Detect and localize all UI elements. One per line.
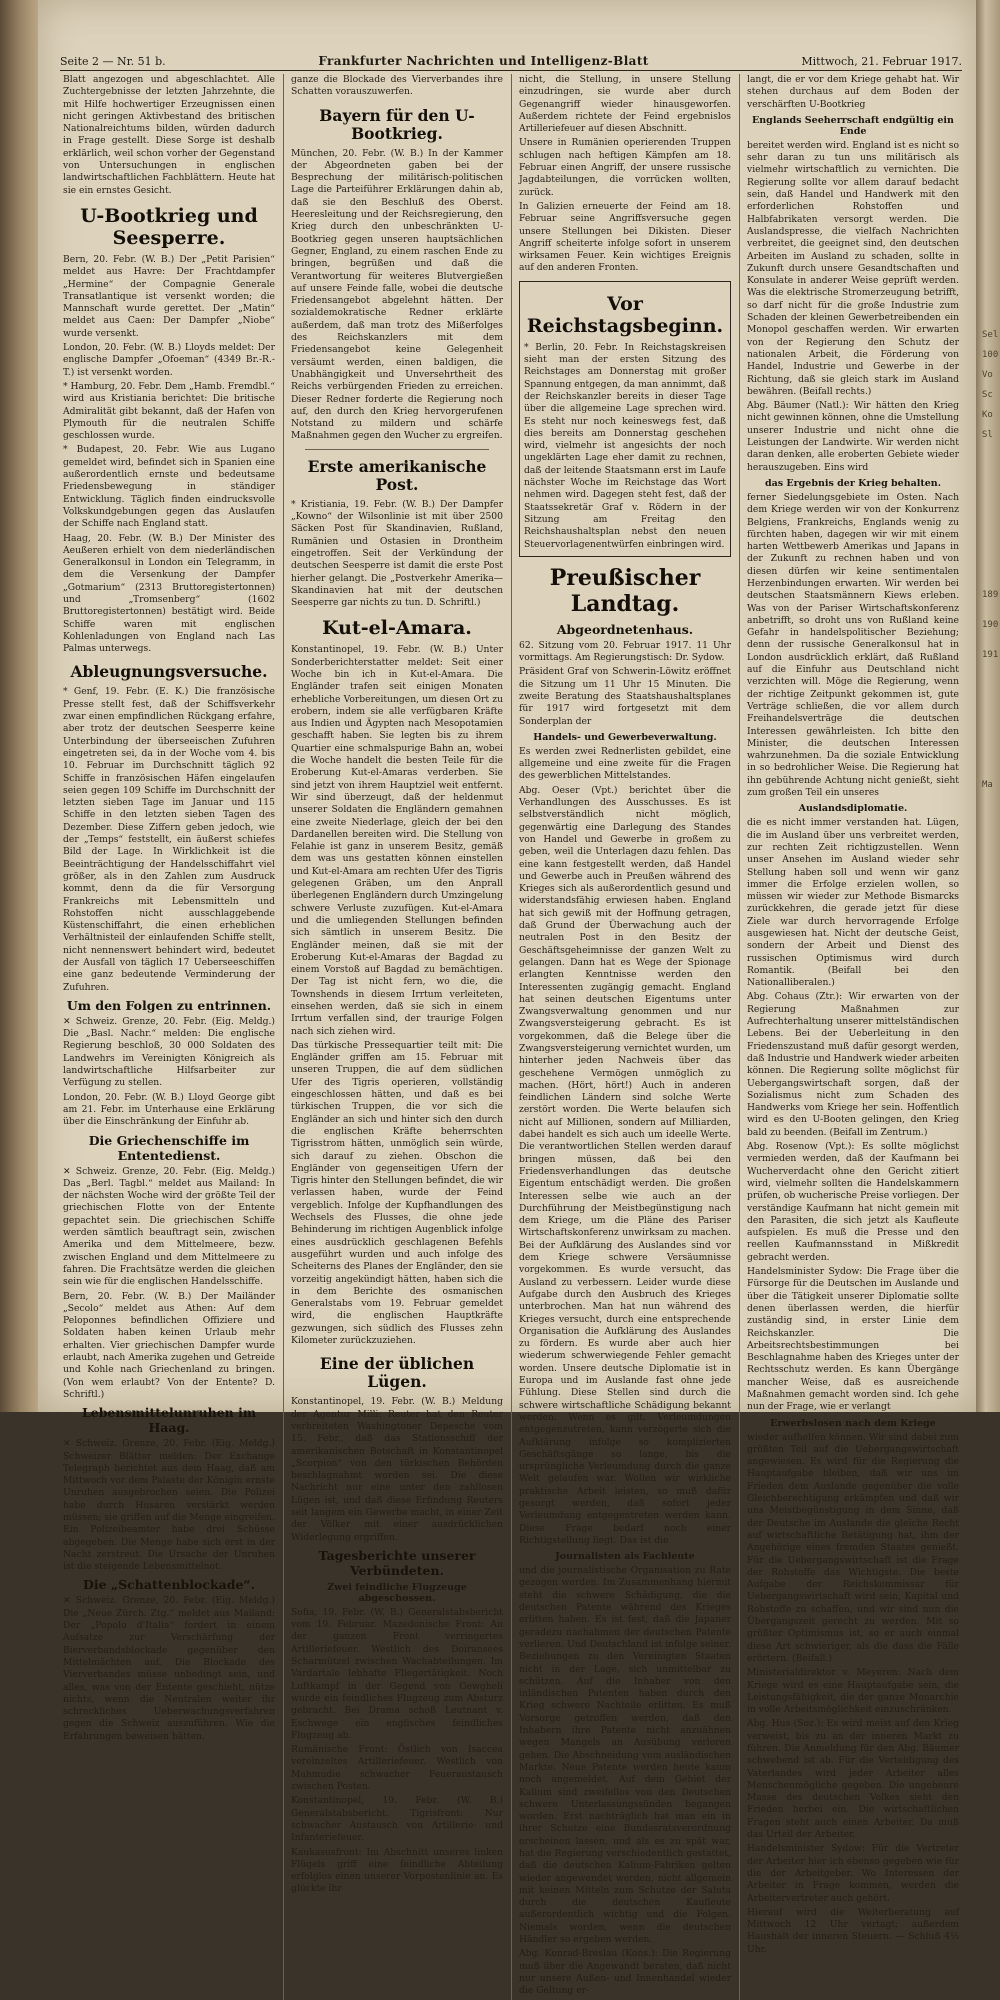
headline: Ableugnungsversuche. <box>70 662 268 682</box>
headline: Bayern für den U-Bootkrieg. <box>319 105 475 143</box>
article-columns <box>60 74 962 1997</box>
headline: Die Griechenschiffe im Ententedienst. <box>88 1132 250 1163</box>
paragraph: London, 20. Febr. (W. B.) Lloyds meldet: Der englische Dampfer „Ofoeman“ (4349 Br.-R.-T.) ist versenkt worden. <box>63 342 275 378</box>
paragraph: Hierauf wird die Weiterberatung auf Mittwoch 12 Uhr vertagt; außerdem Haushalt der inneren Steuern. — Schluß 4½ Uhr. <box>747 1906 959 1955</box>
subheadline: das Ergebnis der Krieg behalten. <box>764 477 942 489</box>
subheadline: Erwerbslosen nach dem Kriege <box>770 1417 936 1429</box>
paragraph: München, 20. Febr. (W. B.) In der Kammer der Abgeordneten gaben bei der Besprechung der militärisch-politischen Lage die Parteiführer Erklärungen dahin ab, daß sie den Beschluß des Oberst. Heeresleitung und der Reichsregierung, den Krieg durch den unbeschränkten U-Bootkrieg gegen unseren hauptsächlichen Gegner, England, zu einem raschen Ende zu bringen, begrüßen und daß die Verantwortung für weiteres Blutvergießen auf unsere Feinde falle, wobei die deutsche Friedensangebot abgelehnt hätten. Der sozialdemokratische Redner erklärte außerdem, daß man trotz des Mißerfolges des Reichskanzlers mit dem Friedensangebot keine Gelegenheit versäumt werden, einen baldigen, die Unabhängigkeit und Unversehrtheit des Reichs verbürgenden Frieden zu erreichen. Dieser Redner forderte die Regierung noch auf, den durch den Krieg hervorgerufenen Notstand zu mildern und schärfe Maßnahmen gegen den Wucher zu ergreifen. <box>291 147 503 442</box>
paragraph: nicht, die Stellung, in unsere Stellung einzudringen, sie wurde aber durch Gegenangriff wieder hinausgeworfen. Außerdem richtete der Feind ergebnislos Artilleriefeuer auf diesen Abschnitt. <box>519 74 731 135</box>
subheadline: Abgeordnetenhaus. <box>556 621 694 637</box>
paragraph: Konstantinopel, 19. Febr. (W. B.) Meldung der Agentur Milli: Reuter hat den Reuter verbreiteten Washingtoner Depesche vom 15. Febr., daß das Stationsschiff der amerikanischen Botschaft in Konstantinopel „Scorpion“ von den türkischen Behörden beschlagnahmt worden sei. Die diese Nachricht nur eine unter den zahllosen Lügen ist, und daß diese Erfindung Reuters seit langem ein Gewerbe macht, in einer Zeit der Völker mit einer ausdrücklichen Widerlegung ergriffen. <box>291 1396 503 1543</box>
issue-date: Mittwoch, 21. Februar 1917. <box>801 54 962 68</box>
edge-text: 100 <box>982 350 999 360</box>
paragraph: Sofia, 19. Febr. (W. B.) Generalstabsbericht vom 19. Februar. Mazedonische Front: An der ganzen Front verringertes Artilleriefeuer. Westlich des Doiransees Scharmützel zwischen Wachabteilungen. Im Vardartale lebhafte Fliegertätigkeit. Noch Luftkampf in der Gegend von Gewghelí wurde ein feindliches Flugzeug zum Absturz gebracht. Bei Drama schoß Leutnant v. Eschwege ein englisches feindliches Flugzeug ab. <box>291 1606 503 1741</box>
paragraph: Haag, 20. Febr. (W. B.) Der Minister des Aeußeren erhielt von dem niederländischen Generalkonsul in London ein Telegramm, in dem die Versenkung der Dampfer „Gotmarium“ (2313 Bruttoregistertonnen) und „Tromsenberg“ (1602 Bruttoregistertonnen) bestätigt wird. Beide Schiffe waren mit englischen Kohlenladungen von England nach Las Palmas unterwegs. <box>63 532 275 655</box>
headline: Vor Reichstagsbeginn. <box>526 292 724 337</box>
edge-text: Vo <box>982 370 993 380</box>
column-1 <box>60 74 278 2000</box>
paragraph: Abg. Rosenow (Vpt.): Es sollte möglichst vermieden werden, daß der Kaufmann bei Wucherverdacht ohne den Gericht zitiert wird, vielmehr sollten die Handelskammern prüfen, ob wucherische Preise vorliegen. Der verständige Kaufmann hat nicht gemein mit den Parasiten, die sich jetzt als Kaufleute aufspielen. Es muß die Presse und den reellen Kaufmannsstand in Mißkredit gebracht werden. <box>747 1141 959 1263</box>
headline: Lebensmittelunruhen im Haag. <box>81 1405 257 1436</box>
edge-text: Ma <box>982 780 993 790</box>
headline: Kut-el-Amara. <box>322 617 472 640</box>
paragraph: langt, die er vor dem Kriege gehabt hat. Wir stehen durchaus auf dem Boden der verschärften U-Bootkrieg <box>747 74 959 110</box>
column-2 <box>288 74 506 2000</box>
edge-text: 191 <box>982 650 999 660</box>
newspaper-title: Frankfurter Nachrichten und Intelligenz-Blatt <box>318 54 649 68</box>
edge-text: 190 <box>982 620 999 630</box>
paragraph: Bern, 20. Febr. (W. B.) Der Mailänder „Secolo“ meldet aus Athen: Auf dem Peloponnes befindlichen Offiziere und Soldaten haben keinen Urlaub mehr erhalten. Vier griechischen Dampfer wurde erlaubt, nach Amerika zugehen und Getreide und Kohle nach Griechenland zu bringen. (Von wem erlaubt? Von der Entente? D. Schriftl.) <box>63 1290 275 1400</box>
headline: U-Bootkrieg und Seesperre. <box>80 204 258 249</box>
paragraph: Das türkische Pressequartier teilt mit: Die Engländer griffen am 15. Februar mit unseren Truppen, die auf dem südlichen Ufer des Tigris operieren, vollständig eingeschlossen hätten, und daß es bei türkischen Truppen, die vor sich die Engländer an sich und hinter sich den durch die englischen Kräfte beherrschten Tigrisstrom hätten, unmöglich sein würde, sich darauf zu ziehen. Obschon die Engländer von gegenseitigen Ufern der Tigris hinter den Stellungen befindet, die wir verlassen haben, wurde der Feind vergeblich. Infolge der Kupfhandlungen des Wechsels des Flusses, die ohne jede Behinderung im richtigen Augenblick infolge eines ausdrücklich geschlagenen Befehls ausgeführt wurden und auch infolge des Scheiterns des Planes der Engländer, den sie vorzeitig angekündigt hätten, haben sich die in dem Berichte des osmanischen Generalstabs vom 19. Februar gemeldet wird, die englischen Hauptkräfte gezwungen, sich südlich des Flusses zehn Kilometer zurückzuziehen. <box>291 1039 503 1347</box>
paragraph: bereitet werden wird. England ist es nicht so sehr daran zu tun uns militärisch als vielmehr wirtschaftlich zu vernichten. Die Regierung sollte vor allem darauf bedacht sein, daß Handel und Handwerk mit den erforderlichen Rohstoffen und Halbfabrikaten versorgt werden. Die Auslandspresse, die vielfach Nachrichten verbreitet, die geeignet sind, den deutschen Arbeiten im Ausland zu schaden, sollte in Zukunft durch unsere Gesandtschaften und Konsulate in anderer Weise geprüft werden. Was die elektrische Stromerzeugung betrifft, so darf nicht für die große Industrie zum Schaden der kleinen Gewerbetreibenden ein Monopol geschaffen werden. Wir erwarten von der Regierung den Schutz der nationalen Arbeit, die Förderung von Handel, Industrie und Gewerbe in der Richtung, daß sie gleich stark im Ausland bewähren. (Beifall rechts.) <box>747 139 959 397</box>
paragraph: Kaukasusfront: Im Abschnitt unseres linken Flügels griff eine feindliche Abteilung erfolglos einen unserer Vorpostenlinie an. Es glückte ihr <box>291 1846 503 1895</box>
paragraph: Handelsminister Sydow: Für die Vertreter der Arbeiter hier ich ebenso gegeben wie für die der Arbeitgeber. Wo Interessen der Arbeiter in Frage kommen, werden die Arbeitervertreter auch gehört. <box>747 1843 959 1904</box>
masthead <box>60 52 962 71</box>
paragraph: Konstantinopel, 19. Febr. (W. B.) Generalstabsbericht. Tigrisfront: Nur schwacher Austausch von Artillerie- und Infanteriefeuer. <box>291 1795 503 1844</box>
edge-text: Ko <box>982 410 993 420</box>
page-number: Seite 2 — Nr. 51 b. <box>60 54 166 68</box>
headline: Eine der üblichen Lügen. <box>319 1354 475 1392</box>
paragraph: Bern, 20. Febr. (W. B.) Der „Petit Parisien“ meldet aus Havre: Der Frachtdampfer „Hermine“ der Compagnie Generale Transatlantique ist versenkt worden; die Mannschaft wurde gerettet. Der „Matin“ meldet aus Caen: Der Dampfer „Niobe“ wurde versenkt. <box>63 253 275 339</box>
paragraph: ferner Siedelungsgebiete im Osten. Nach dem Kriege werden wir von der Konkurrenz Belgiens, Frankreichs, Englands wenig zu fürchten haben, dagegen wir wir mit einem harten Wettbewerb Amerikas und Japans in der Zukunft zu rechnen haben und von diesen dürfen wir keine sentimentalen Herzenbindungen erwarten. Wir werden bei deutschen Staatsmännern Kiews erleben. Was von der Pariser Wirtschaftskonferenz anbetrifft, so droht uns von Rußland keine Gefahr in handelspolitischer Beziehung; denn der russische Generalkonsul hat in London ausdrücklich erklärt, daß Rußland auf die Einfuhr aus Deutschland nicht verzichten will. Möge die Regierung, wenn der richtige Zeitpunkt gekommen ist, gute Verträge schließen, die vor allem durch Freihandelsverträge die deutschen Interessen gewährleisten. Ich bitte den Minister, die deutschen Interessen wahrzunehmen. Da die soziale Entwicklung in so bedrohlicher Weise. Die Regierung hat ihn gebührende Achtung nicht genießt, sieht zum großen Teil ein unseres <box>747 491 959 799</box>
paragraph: Konstantinopel, 19. Febr. (W. B.) Unter Sonderberichterstatter meldet: Seit einer Woche bin ich in Kut-el-Amara. Die Engländer trafen seit einigen Monaten erhebliche Vorbereitungen, um diesen Ort zu erobern, indem sie alle verfügbaren Kräfte aus Indien und Ägypten nach Mesopotamien geschafft haben. Sie legten bis zu ihrem Quartier eine schmalspurige Bahn an, wobei die Woche handelt die besten Teile für die Eroberung Kut-el-Amaras verderben. Sie sind jetzt von ihrem Hauptziel weit entfernt. Wir sind überzeugt, daß der heldenmut unserer Soldaten die Engländern gemahnen eine zweite Niederlage, gleich der bei den Dardanellen bereiten wird. Die Stellung von Felahie ist ganz in unserem Besitz, gemäß dem was uns gestatten können einstellen und Kut-el-Amara am rechten Ufer des Tigris gelegenen Gräben, um den Anprall überlegenen Engländern durch Umzingelung schwere Verluste zuzufügen. Kut-el-Amara und die umliegenden Stellungen befinden sich sämtlich in unserem Besitz. Die Engländer meinen, daß sie mit der Eroberung Kut-el-Amaras der Bagdad zu einem Vorstoß auf Bagdad zu bemächtigen. Der Tag ist nicht fern, wo die, die Townshends in diesem Irrtum verleiteten, einsehen werden, daß sie sich in einem Irrtum verfallen sind, der traurige Folgen nach sich ziehen wird. <box>291 644 503 1037</box>
subheadline: Zwei feindliche Flugzeuge abgeschossen. <box>327 1581 467 1604</box>
paragraph: Es werden zwei Rednerlisten gebildet, eine allgemeine und eine zweite für die Fragen des gewerblichen Mittelstandes. <box>519 745 731 782</box>
paragraph: Unsere in Rumänien operierenden Truppen schlugen nach heftigen Kämpfen am 18. Februar einen Angriff, der unsere russische Jagdabteilungen, die vorrücken wollten, zurück. <box>519 137 731 198</box>
subheadline: Englands Seeherrschaft endgültig ein Ende <box>752 114 954 137</box>
paragraph: ✕ Schweiz. Grenze, 20. Febr. (Eig. Meldg.) Das „Berl. Tagbl.“ meldet aus Mailand: In der nächsten Woche wird der größte Teil der griechischen Flotte von der Entente gepachtet sein. Die griechischen Schiffe werden sämtlich beauftragt sein, zwischen Amerika und dem Mittelmeere, bezw. zwischen England und dem Mittelmeere zu fahren. Die Frachtsätze werden die gleichen sein wie für die englischen Handelsschiffe. <box>63 1165 275 1288</box>
paragraph: wieder aufhelfen können. Wir sind dabei zum größten Teil auf die Uebergangswirtschaft angewiesen. Es wird für die Regierung die Hauptaufgabe bleiben, daß wir uns im Frieden dem Auslande gegenüber die volle Gleichberechtigung erkämpfen und daß wir uns Meistbegünstigung in dem Sinne, daß der Deutsche im Auslande die gleiche Recht auf wirtschaftliche Betätigung hat, ihm der Angehörige eines fremden Staates genießt. Für die Uebergangswirtschaft ist die Frage der Rohstoffe das Wichtigste. Die beste Aufgabe der Reichskommissar für Uebergangswirtschaft wird sein, Kapital und Rohstoffe zu schaffen, und wir sind nun die Übergangszeit gerecht zu werden. Mit so größter Optimismus ist, so er auch einmal diese Art schwieriger, als die dass die Fälle erörtern. (Beifall.) <box>747 1431 959 1664</box>
paragraph: Abg. Cohaus (Ztr.): Wir erwarten von der Regierung Maßnahmen zur Aufrechterhaltung unserer mittelständischen Lebens. Bei der Ueberleitung in den Friedenszustand muß dafür gesorgt werden, daß Industrie und Handwerk wieder arbeiten können. Die Regierung sollte möglichst für Uebergangswirtschaft sorgen, daß der Sozialismus nicht zum Schaden des Handwerks vom Kriege her sein. Hoffentlich wird es den U-Booten gelingen, den Krieg bald zu beenden. (Beifall im Zentrum.) <box>747 991 960 1138</box>
paragraph: London, 20. Febr. (W. B.) Lloyd George gibt am 21. Febr. im Unterhause eine Erklärung über die Einschränkung der Einfuhr ab. <box>63 1091 275 1128</box>
paragraph: Handelsminister Sydow: Die Frage über die Fürsorge für die Deutschen im Auslande und über die Tätigkeit unserer Diplomatie sollte denen überlassen werden, die hierfür zuständig sind, in erster Linie dem Reichskanzler. Die Arbeitsrechtsbestimmungen bei Beschlagnahme haben des Krieges unter der Rechtsschutz werden. Es kann Übergänge mancher Weise, daß es ausreichende Maßnahmen gemacht worden sind. Ich gehe nun der Frage, wie er verlangt <box>747 1266 959 1413</box>
paragraph: Abg. Oeser (Vpt.) berichtet über die Verhandlungen des Ausschusses. Es ist selbstverständlich nicht möglich, gegenwärtig eine Darlegung des Standes von Handel und Gewerbe in großem zu geben, weil die Unterlagen dazu fehlen. Das eine kann festgestellt werden, daß Handel und Gewerbe auch in Preußen während des Krieges sich als außerordentlich gesund und widerstandsfähig erwiesen haben. England hat sich gewiß mit der Hoffnung getragen, daß Grund der Überwachung auch der neutralen Post in den Besitz der Geschäftsgeheimnisse der ganzen Welt zu gelangen. Dann hat es Wege der Spionage erlangten Kenntnisse werden den Interessenten zugängig gemacht. England hat seinen deutschen Eigentums unter Zwangsverwaltung genommen und nur Zwangsversteigerung gebracht. Es ist vorgekommen, daß die Belege über die Zwangsversteigerung vernichtet wurden, um hinterher jeden Nachweis über das geschehene Vermögen unmöglich zu machen. (Hört, hört!) Auch in anderen feindlichen Ländern sind solche Werte zerstört worden. Die Werte belaufen sich nicht auf Millionen, sondern auf Milliarden, dabei handelt es sich auch um ideelle Werte. Die verantwortlichen Stellen werden darauf bringen müssen, daß bei den Friedensverhandlungen das deutsche Eigentum entschädigt werden. Die großen Interessen selbe wie auch an der Durchführung der Meistbegünstigung nach dem Kriege, um die Pläne des Pariser Wirtschaftskonferenz unwirksam zu machen. Bei der Aufklärung des Auslandes sind vor dem Kriege schwere Versäumnisse vorgekommen. Es wurde versucht, das Ausland zu verbessern. Leider wurde diese Aufgabe durch den Ausbruch des Krieges unterbrochen. Man hat nun während des Krieges versucht, durch eine entsprechende Organisation die Aufklärung des Auslandes zu fördern. Es wurde aber auch hier wiederum schwerwiegende Fehler gemacht worden. Unsere deutsche Diplomatie ist in Europa und im Auslande fast ohne jede Fühlung. Diese Stellen sind durch die schwere wirtschaftliche Schädigung bekannt werden. Wenn es gilt, Verleumdungen entgegenzutreten, kann verzögerte sich die Aufklärung infolge so komplizierten Geschäftsgänge so lange, bis die ursprüngliche Verleumdung durch die ganze Welt gelaufen war. Wollen wir wirkliche praktische Arbeit leisten, so muß dafür gesorgt werden, daß sofort jeder Verleumdung entgegentreten werden kann. Diese Frage bedarf noch einer Richtigstellung liegt. Das ist die <box>519 784 731 1546</box>
headline: Erste amerikanische Post. <box>307 456 487 494</box>
newspaper-page <box>38 0 976 1997</box>
headline: Um den Folgen zu entrinnen. <box>66 997 272 1013</box>
paragraph: ✕ Schweiz. Grenze, 20. Febr. (Eig. Meldg.) Die „Neue Zürch. Ztg.“ meldet aus Mailand: Der „Popolo d'Italia“ fordert in einem Aufsatze zur Verschärfung der Bierverbandsblockade gegenüber den Mittelmächten auf. Die Blockade des Vierverbandes müsse unbedingt sein, und alles, was von der Entente geschieht, nütze nichts, wenn die Neutralen weiter ihr schreckliches Ueberwachungsverfahren gegen die Schweiz auszuführen. Wie die Erfahrungen beweisen hätten. <box>63 1595 275 1742</box>
paragraph: Blatt angezogen und abgeschlachtet. Alle Zuchtergebnisse der letzten Jahrzehnte, die mit Hilfe hochwertiger Erzeugnissen einen nicht geringen Aktivbestand des britischen Nationalreichtums bilden, würden dadurch in Frage gestellt. Diese Sorge ist deshalb erklärlich, weil schon vorher der Gegenstand von Untersuchungen in englischen landwirtschaftlichen Fachblättern. Heute hat sie ein ernstes Gesicht. <box>63 74 275 196</box>
paragraph: * Hamburg, 20. Febr. Dem „Hamb. Fremdbl.“ wird aus Kristiania berichtet: Die britische Admiralität gibt bekannt, daß der Hafen von Plymouth für die neutralen Schiffe geschlossen wurde. <box>63 380 275 442</box>
subheadline: Auslandsdiplomatie. <box>798 803 908 815</box>
paragraph: Präsident Graf von Schwerin-Löwitz eröffnet die Sitzung um 11 Uhr 15 Minuten. Die zweite Beratung des Staatshaushaltsplanes für 1917 wird fortgesetzt mit dem Sonderplan der <box>519 666 731 727</box>
adjacent-page-edge <box>976 0 1000 1412</box>
edge-text: 189 <box>982 590 999 600</box>
paragraph: 62. Sitzung vom 20. Februar 1917. 11 Uhr vormittags. Am Regierungstisch: Dr. Sydow. <box>519 639 731 664</box>
paragraph: * Kristiania, 19. Febr. (W. B.) Der Dampfer „Kowno“ der Wilsonlinie ist mit über 2500 Säcken Post für Skandinavien, Rußland, Rumänien und Ostasien in Drontheim eingetroffen. Seit der Verkündung der deutschen Seesperre ist damit die erste Post hierher gelangt. Die „Postverkehr Amerika—Skandinavien hat mit der deutschen Seesperre gar nichts zu tun. D. Schriftl.) <box>291 498 503 609</box>
paragraph: Abg. Hus (Soz.): Es wird meist auf den Krieg verweist, bis zu an der inneren Markt zu führen. Die Anmeldung für den Abg. Bäumer schwebend ist ab. Für die Verteidigung des Vaterlandes wird jeder Arbeiter alles Menschenmögliche gegeben. Die ungeheure Masse des deutschen Volkes sieht den Frieden herbei ein. Die wirtschaftlichen Fragen steht auch einen Arbeiter. Da muß das Urteil der Arbeiter. <box>747 1718 959 1841</box>
paragraph: und die journalistische Organisation zu Rate gezogen werden. Im Zusammenhang hiermit steht die schwere Schädigung, die die deutschen Patente während des Krieges erlitten haben. Es ist fest, daß die Japaner geradezu nachahmen der deutschen Patente verlieren. Und Deutschland ist infolge seiner. Beziehungen zu den Vereinigten Staaten nicht in der Lage, sich unmittelbar zu schützen. Auf die Inhaber von den inländischen Patenten haben durch den Krieg schwere Nachteile erlitten. Es muß Vorsorge getroffen werden, daß den Inhabern ihre Patente nicht anzuähnen wegen Mangels an Ausübung verloren gehen. Die Abschneidung vom ausländischen Markte. Neue Patente werden heute kaum noch angemeldet. Auf dem Gebiet der Kalium sind zweifellos von den Deutschen schwere Unterlassungssünden begangen worden. Erst nachträglich hat man ein in ihrer Schutze eine Bundesratsverordnung erscheinen lassen, und als es zu spät war, hat die Regierung verschiedentlich gestattet, daß die deutschen Kalium-Fabriken gelten wieder angewendet werden, nicht allgemein mit keinen Mitteln zum Schutze der Saluta durch die deutschen Kaufleute außerordentlich wichtig und die Folgen. Niemals worden, wenn die deutschen Händler so ergeben werden. <box>519 1565 731 1946</box>
paragraph: ganze die Blockade des Vierverbandes ihre Schatten vorauszuwerfen. <box>291 74 503 98</box>
subheadline: Handels- und Gewerbeverwaltung. <box>533 731 717 743</box>
subheadline: Journalisten als Fachleute <box>555 1551 695 1563</box>
paragraph: Ministerialdirektor v. Meyeren: Nach dem Kriege wird es eine Hauptaufgabe sein, die Leistungsfähigkeit, die der ganze Monarchie in volle Arbeitsmöglichkeit einzuschränken. <box>747 1667 959 1716</box>
divider <box>305 449 489 450</box>
headline: Die „Schattenblockade“. <box>83 1577 255 1593</box>
headline: Tagesberichte unserer Verbündeten. <box>318 1547 476 1578</box>
paragraph: In Galizien erneuerte der Feind am 18. Februar seine Angriffsversuche gegen unsere Stellungen bei Dikisten. Dieser Angriff scheiterte infolge sofort in unserem wirksamen Feuer. Kein wichtiges Ereignis auf den anderen Fronten. <box>519 200 731 274</box>
paragraph: ✕ Schweiz. Grenze, 20. Febr. (Eig. Meldg.) Schweizer Blätter melden: Der Exchange Telegraph berichtet aus dem Haag, daß am Mittwoch vor dem Palaste der Königin ernste Unruhen ausgebrochen seien. Die Polizei habe durch Husaren verstärkt werden müssen; sie griffen auf die Menge eingreifen. Ein Polizeibeamter habe drei Schüsse abgegeben. Die Menge habe sich erst in der Nacht zerstreut. Die Ursache der Unruhen ist die steigende Lebensmittelnot. <box>63 1438 275 1573</box>
paragraph: * Genf, 19. Febr. (E. K.) Die französische Presse stellt fest, daß der Schiffsverkehr zwar einen empfindlichen Rückgang erfahre, aber trotz der deutschen Seesperre keine Unterbindung der überseeischen Zufuhren eingetreten sei, da in der Woche vom 4. bis 10. Februar im Durchschnitt täglich 92 Schiffe in französischen Häfen eingelaufen seien gegen 109 Schiffe im Durchschnitt der letzten sieben Tage im Januar und 115 Schiffe in den letzten sieben Tagen des Dezember. Diese Ziffern geben jedoch, wie der „Temps“ feststellt, ein äußerst schiefes Bild der Lage. In Wirklichkeit ist die Beeinträchtigung der Handelsschiffahrt viel größer, als in den Zahlen zum Ausdruck kommt, denn da die für Versorgung Frankreichs mit Lebensmitteln und Rohstoffen nicht ausschlaggebende Küstenschiffahrt, die einen erheblichen Verhältnisteil der einlaufenden Schiffe stellt, nicht nennenswert behindert wird, bedeutet der Ausfall von täglich 17 Ueberseeschiffen eine ganz bedeutende Verminderung der Zufuhren. <box>63 686 275 993</box>
column-3 <box>516 74 734 2000</box>
paragraph: ✕ Schweiz. Grenze, 20. Febr. (Eig. Meldg.) Die „Basl. Nachr.“ melden: Die englische Regierung beschloß, 30 000 Soldaten des Landwehrs im Vereinigten Königreich als landwirtschaftliche Hilfsarbeiter zur Verfügung zu stellen. <box>63 1015 275 1089</box>
paragraph: Abg. Bäumer (Natl.): Wir hätten den Krieg nicht gewinnen können, ohne die Umstellung unserer Industrie und nicht ohne die Leistungen der Landwirte. Wir werden nicht daran denken, alle eroberten Gebiete wieder herauszugeben. Eins wird <box>747 400 959 473</box>
paragraph: * Berlin, 20. Febr. In Reichstagskreisen sieht man der ersten Sitzung des Reichstages am Donnerstag mit großer Spannung entgegen, da man annimmt, daß der Reichskanzler bereits in dieser Tage über die allgemeine Lage sprechen wird. Es steht nur noch keineswegs fest, daß dies bereits am Donnerstag geschehen wird, vielmehr ist angesichts der noch ungeklärten Lage eher damit zu rechnen, daß der leitende Staatsmann erst im Laufe nächster Woche im Reichstage das Wort nehmen wird. Dagegen steht fest, daß der Staatssekretär Graf v. Rödern in der Sitzung am Freitag den Reichshaushaltsplan nebst den neuen Steuervorlagenentwürfen einbringen wird. <box>524 341 726 550</box>
paragraph: * Budapest, 20. Febr. Wie aus Lugano gemeldet wird, befindet sich in Spanien eine außerordentlich ernste und bedeutsame Friedensbewegung in ständiger Entwicklung. Täglich finden eindrucksvolle Volkskundgebungen gegen das Auslaufen der Schiffe nach England statt. <box>63 444 275 530</box>
paragraph: Abg. Konrad-Breslau (Kons.): Die Regierung muß über die Angewandt beraten, daß nicht nur unsere Außen- und Innenhandel wieder die Geltung er- <box>519 1948 731 1997</box>
edge-text: Sc <box>982 390 993 400</box>
column-4 <box>744 74 962 2000</box>
paragraph: die es nicht immer verstanden hat. Lügen, die im Ausland über uns verbreitet werden, zur rechten Zeit richtigzustellen. Wenn unser Ansehen im Ausland wieder sehr Stellung haben soll und wenn wir ganz immer die Erfolge erzielen wollen, so müssen wir wieder zur Methode Bismarcks zurückkehren, die gerade jetzt für diese Ziele war durch hervorragende Erfolge ausgewiesen hat. Nicht der deutsche Geist, sondern der Arbeit und Dienst des russischen Optimismus wird durch Romantik. (Beifall bei den Nationalliberalen.) <box>747 817 959 989</box>
headline: Preußischer Landtag. <box>549 564 701 617</box>
edge-text: Sl <box>982 430 993 440</box>
edge-text: Sel <box>982 330 999 340</box>
paragraph: Rumänische Front: Östlich von Isaccea vereinzeltes Artilleriefeuer. Westlich von Mahmudie schwacher Feueraustausch zwischen Posten. <box>291 1744 503 1793</box>
book-binding <box>0 0 38 1412</box>
boxed-article <box>519 281 731 557</box>
